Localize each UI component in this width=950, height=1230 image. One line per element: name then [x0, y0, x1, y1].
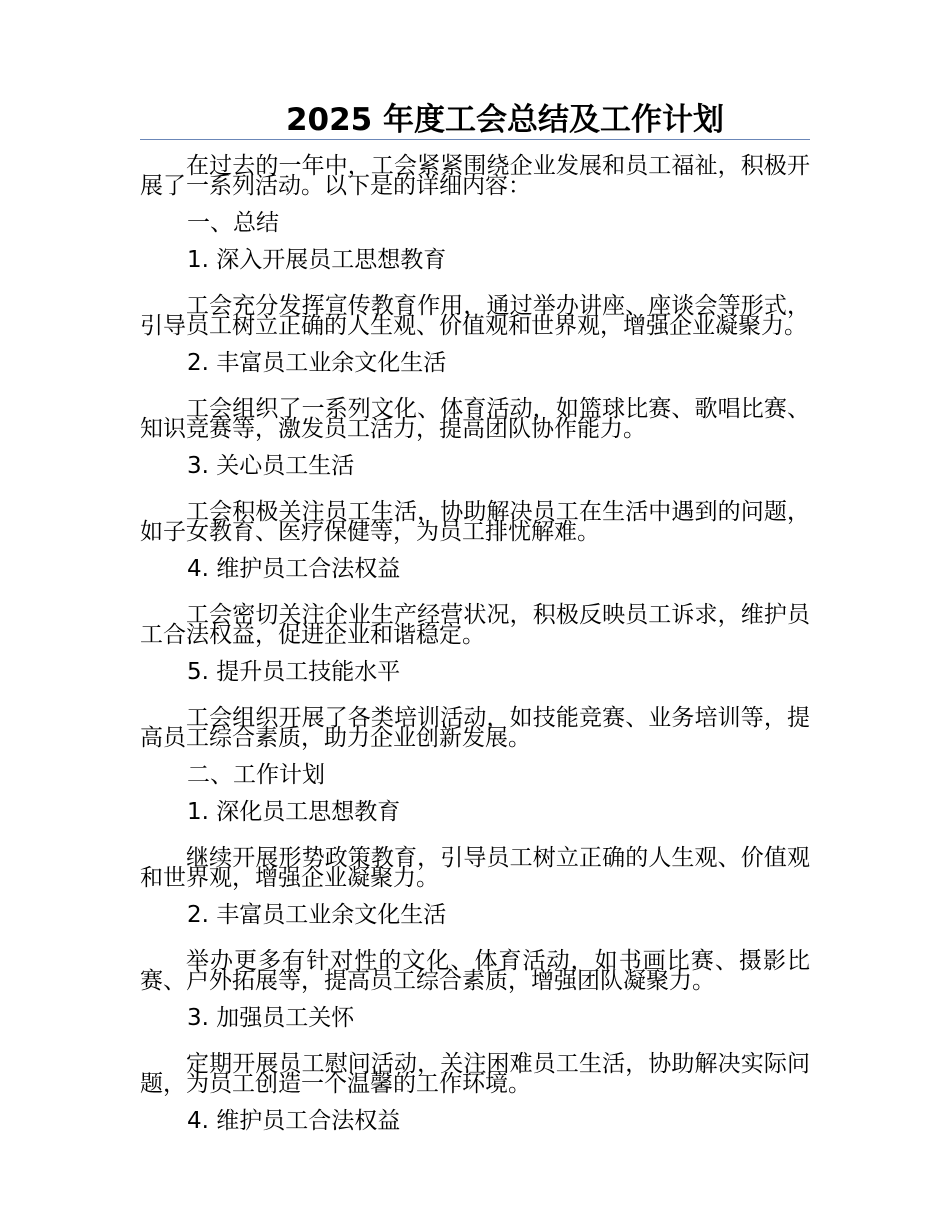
document-title: 2025 年度工会总结及工作计划 [285, 102, 725, 138]
document-body [140, 153, 810, 1146]
title-underline [140, 139, 810, 140]
item-paragraph: 工会密切关注企业生产经营状况，积极反映员工诉求，维护员工合法权益，促进企业和谐稳定。 [140, 602, 810, 648]
item-heading: 2. 丰富员工业余文化生活 [187, 350, 447, 376]
item-heading: 4. 维护员工合法权益 [187, 556, 401, 582]
item-heading: 1. 深入开展员工思想教育 [187, 247, 447, 273]
item-heading: 2. 丰富员工业余文化生活 [187, 902, 447, 928]
item-paragraph: 举办更多有针对性的文化、体育活动，如书画比赛、摄影比赛、户外拓展等，提高员工综合素质，增强团队凝聚力。 [140, 948, 810, 994]
item-heading: 3. 加强员工关怀 [187, 1005, 355, 1031]
item-paragraph: 工会积极关注员工生活，协助解决员工在生活中遇到的问题，如子女教育、医疗保健等，为员工排忧解难。 [140, 499, 810, 545]
item-paragraph: 工会组织开展了各类培训活动，如技能竞赛、业务培训等，提高员工综合素质，助力企业创新发展。 [140, 705, 810, 751]
item-paragraph: 定期开展员工慰问活动，关注困难员工生活，协助解决实际问题，为员工创造一个温馨的工作环境。 [140, 1051, 810, 1097]
item-heading: 3. 关心员工生活 [187, 453, 355, 479]
section-heading-summary: 一、总结 [187, 210, 279, 236]
item-heading: 5. 提升员工技能水平 [187, 659, 401, 685]
item-paragraph: 工会组织了一系列文化、体育活动，如篮球比赛、歌唱比赛、知识竞赛等，激发员工活力，提高团队协作能力。 [140, 396, 810, 442]
intro-paragraph: 在过去的一年中，工会紧紧围绕企业发展和员工福祉，积极开展了一系列活动。以下是的详细内容： [140, 153, 810, 199]
item-heading: 1. 深化员工思想教育 [187, 799, 401, 825]
item-paragraph: 继续开展形势政策教育，引导员工树立正确的人生观、价值观和世界观，增强企业凝聚力。 [140, 845, 810, 891]
item-paragraph: 工会充分发挥宣传教育作用，通过举办讲座、座谈会等形式，引导员工树立正确的人生观、价值观和世界观，增强企业凝聚力。 [140, 293, 810, 339]
item-heading: 4. 维护员工合法权益 [187, 1108, 401, 1134]
section-heading-plan: 二、工作计划 [187, 762, 325, 788]
